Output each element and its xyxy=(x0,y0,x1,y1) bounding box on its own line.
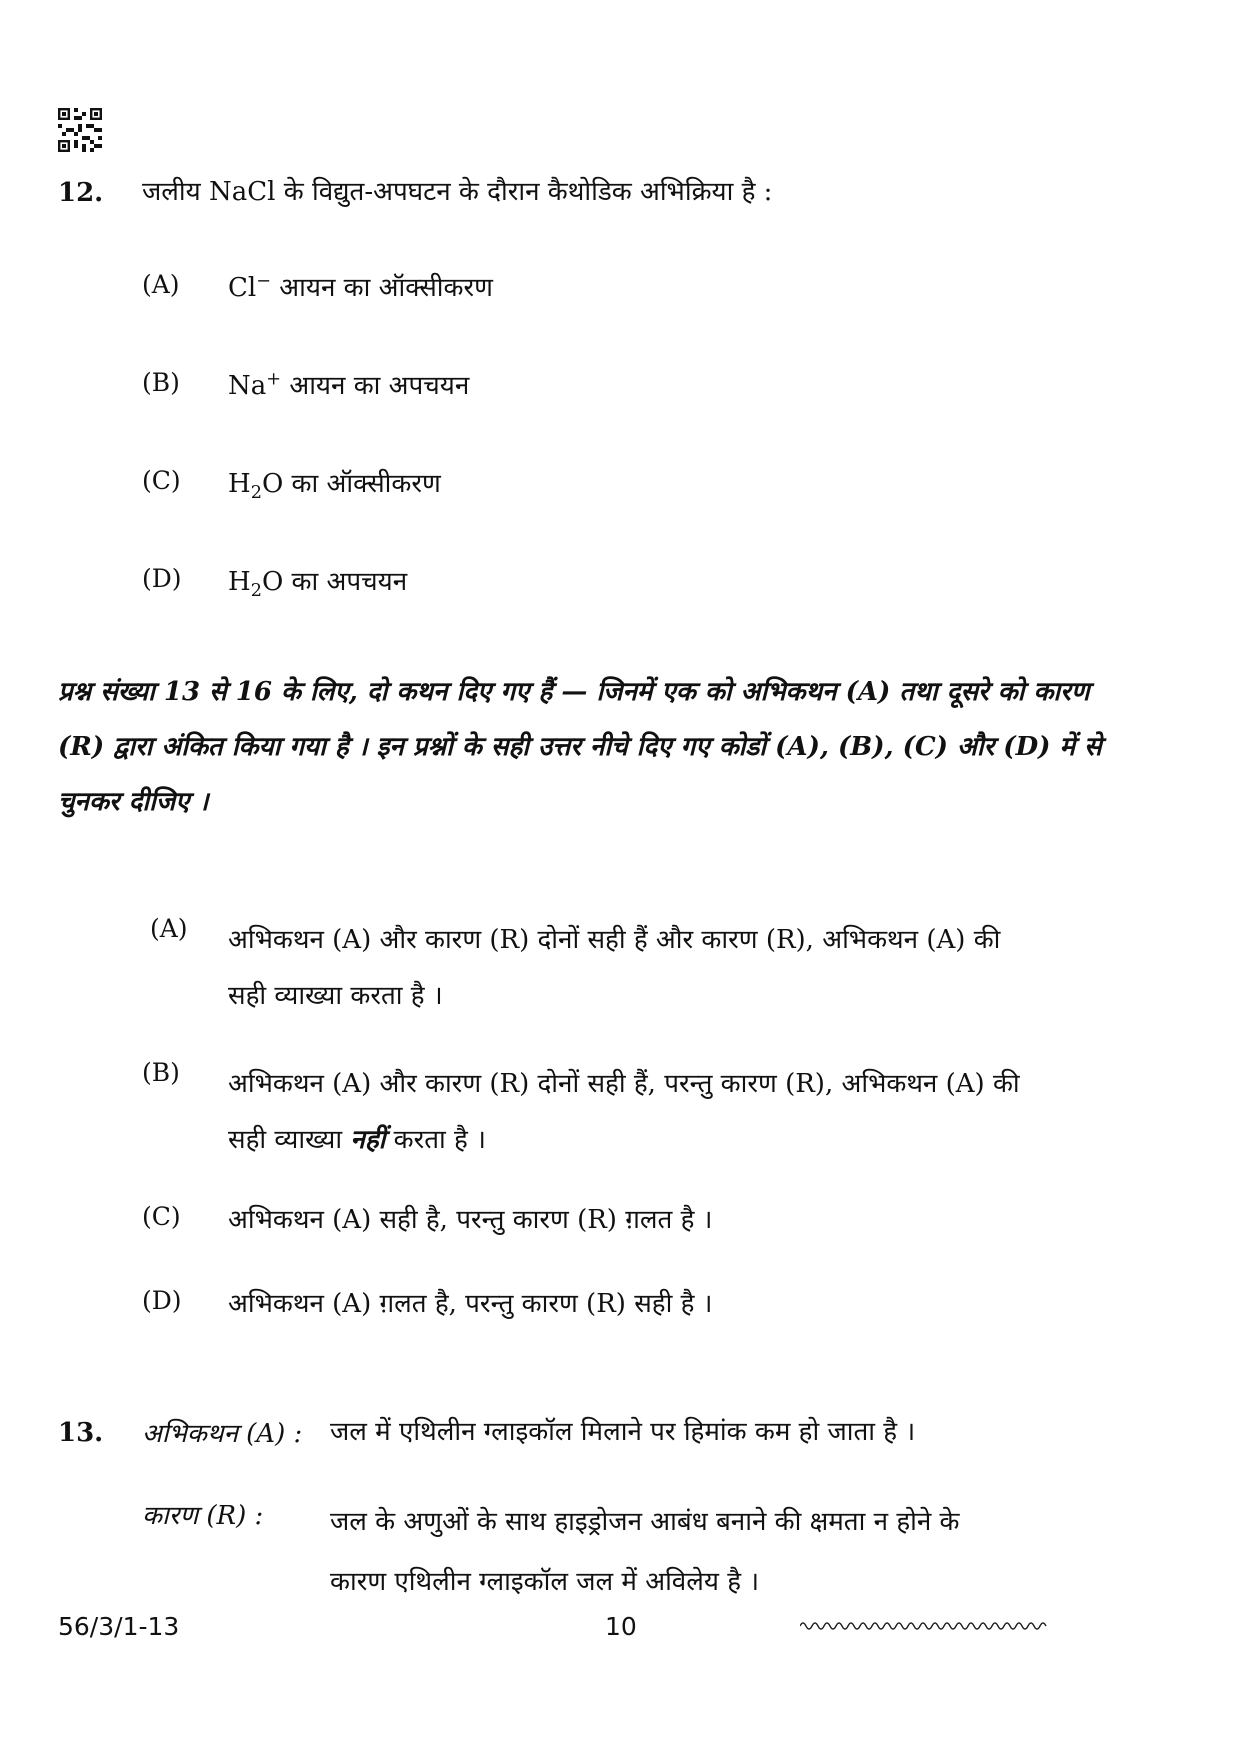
reason-label: कारण (R) : xyxy=(142,1501,264,1531)
assertion-text: जल में एथिलीन ग्लाइकॉल मिलाने पर हिमांक कम हो जाता है । xyxy=(330,1417,916,1447)
q12-option-b-label: (B) xyxy=(142,368,180,397)
reason-text: जल के अणुओं के साथ हाइड्रोजन आबंध बनाने की क्षमता न होने के कारण एथिलीन ग्लाइकॉल जल में अविलेय है । xyxy=(330,1507,960,1597)
code-b-text: अभिकथन (A) और कारण (R) दोनों सही हैं, परन्तु कारण (R), अभिकथन (A) की सही व्याख्या नहीं करता है । xyxy=(228,1069,1020,1155)
paper-code: 56/3/1-13 xyxy=(58,1612,180,1641)
qr-code xyxy=(58,108,102,152)
q12-option-d-label: (D) xyxy=(142,564,182,593)
q12-option-b-text: Na+ आयन का अपचयन xyxy=(228,369,470,401)
question-number-12: 12. xyxy=(58,178,104,208)
question-12-text: जलीय NaCl के विद्युत-अपघटन के दौरान कैथोडिक अभिक्रिया है : xyxy=(142,177,773,207)
code-b-label: (B) xyxy=(142,1058,180,1087)
page-number: 10 xyxy=(605,1612,637,1641)
code-c-label: (C) xyxy=(142,1202,181,1231)
q12-option-d-text: $H_2O$ का अपचयन xyxy=(228,567,408,602)
wavy-line-decoration xyxy=(800,1618,1048,1634)
question-number-13: 13. xyxy=(58,1418,104,1448)
q12-option-a-text: Cl− आयन का ऑक्सीकरण xyxy=(228,271,493,303)
q12-option-c-text: $H_2O$ का ऑक्सीकरण xyxy=(228,469,441,504)
code-c-text: अभिकथन (A) सही है, परन्तु कारण (R) ग़लत है । xyxy=(228,1205,713,1235)
assertion-label: अभिकथन (A) : xyxy=(142,1419,303,1449)
assertion-reason-instructions: प्रश्न संख्या 13 से 16 के लिए, दो कथन दिए गए हैं — जिनमें एक को अभिकथन (A) तथा दूसरे को कारण (R) द्वारा अंकित किया गया है । इन प्रश्नों के सही उत्तर नीचे दिए गए कोडों (A), (B), (C) और (D) में से चुनकर दीजिए । xyxy=(58,677,1102,817)
code-a-text: अभिकथन (A) और कारण (R) दोनों सही हैं और कारण (R), अभिकथन (A) की सही व्याख्या करता है । xyxy=(228,925,1001,1011)
code-d-label: (D) xyxy=(142,1286,182,1315)
code-d-text: अभिकथन (A) ग़लत है, परन्तु कारण (R) सही है । xyxy=(228,1289,713,1319)
q12-option-c-label: (C) xyxy=(142,466,181,495)
q12-option-a-label: (A) xyxy=(142,270,180,299)
code-a-label: (A) xyxy=(150,914,188,943)
